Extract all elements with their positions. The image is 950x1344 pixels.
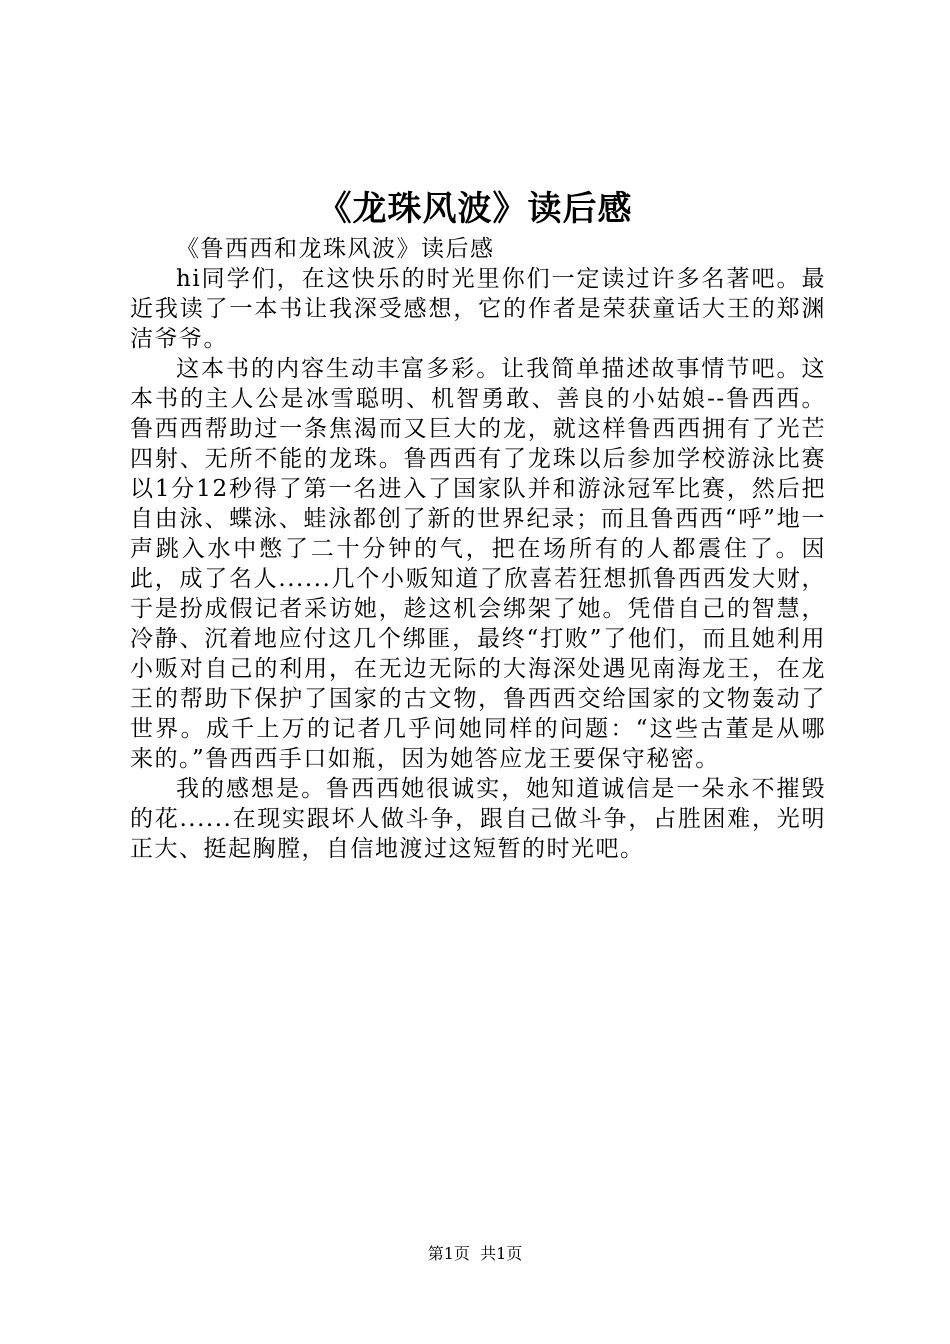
page-footer [0, 1243, 950, 1265]
page-number: 第1页 [427, 1244, 470, 1263]
paragraph-story: 这本书的内容生动丰富多彩。让我简单描述故事情节吧。这本书的主人公是冰雪聪明、机智勇敢、善良的小姑娘--鲁西西。鲁西西帮助过一条焦渴而又巨大的龙，就这样鲁西西拥有了光芒四射、无所不能的龙珠。鲁西西有了龙珠以后参加学校游泳比赛以1分12秒得了第一名进入了国家队并和游泳冠军比赛，然后把自由泳、蝶泳、蛙泳都创了新的世界纪录；而且鲁西西“呼”地一声跳入水中憋了二十分钟的气，把在场所有的人都震住了。因此，成了名人......几个小贩知道了欣喜若狂想抓鲁西西发大财，于是扮成假记者采访她，趁这机会绑架了她。凭借自己的智慧，冷静、沉着地应付这几个绑匪，最终“打败”了他们，而且她利用小贩对自己的利用，在无边无际的大海深处遇见南海龙王，在龙王的帮助下保护了国家的古文物，鲁西西交给国家的文物轰动了世界。成千上万的记者几乎问她同样的问题：“这些古董是从哪来的。”鲁西西手口如瓶，因为她答应龙王要保守秘密。 [130, 356, 826, 772]
paragraph-intro: hi同学们，在这快乐的时光里你们一定读过许多名著吧。最近我读了一本书让我深受感想，它的作者是荣获童话大王的郑渊洁爷爷。 [130, 266, 826, 352]
footer-separator [470, 1244, 480, 1263]
page-total: 共1页 [480, 1244, 523, 1263]
document-title: 《龙珠风波》读后感 [317, 189, 633, 229]
document-body [130, 234, 826, 864]
paragraph-subtitle: 《鲁西西和龙珠风波》读后感 [176, 236, 495, 262]
paragraph-reflection: 我的感想是。鲁西西她很诚实，她知道诚信是一朵永不摧毁的花......在现实跟坏人做斗争，跟自己做斗争，占胜困难，光明正大、挺起胸膛，自信地渡过这短暂的时光吧。 [130, 776, 826, 862]
